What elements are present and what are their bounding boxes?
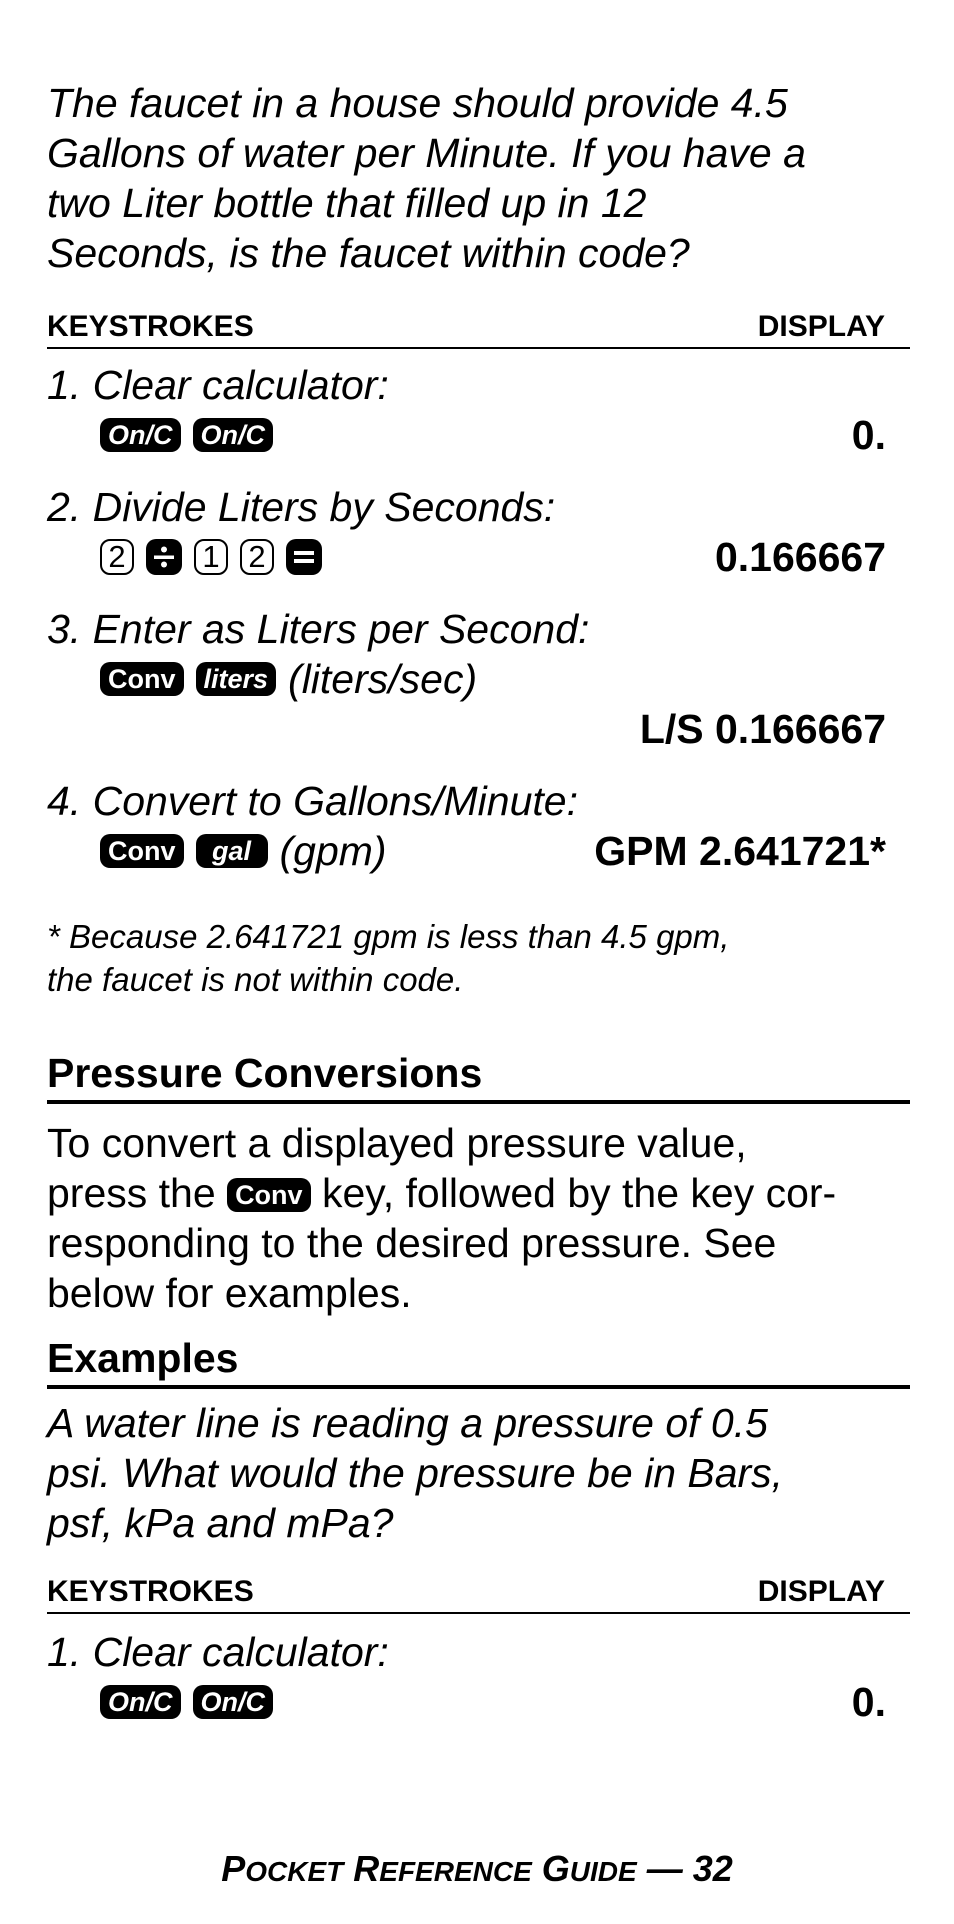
example-line: A water line is reading a pressure of 0.5: [47, 1400, 768, 1446]
equals-key-icon: [286, 539, 322, 575]
on-c-key: On/C: [193, 418, 274, 452]
problem-statement: [47, 78, 927, 278]
section-title: Pressure Conversions: [47, 1050, 483, 1096]
footer-text: G: [541, 1848, 570, 1889]
section-rule: [47, 1100, 910, 1104]
problem-line: Seconds, is the faucet within code?: [47, 230, 690, 276]
step-text: 3. Enter as Liters per Second:: [47, 606, 590, 652]
step-suffix: (liters/sec): [288, 655, 478, 702]
section-title: Examples: [47, 1335, 239, 1381]
on-c-key: On/C: [100, 1685, 181, 1719]
pressure-description: [47, 1118, 927, 1318]
step-text: 4. Convert to Gallons/Minute:: [47, 778, 578, 824]
body-line: To convert a displayed pressure value,: [47, 1120, 747, 1166]
header-rule: [47, 1612, 910, 1614]
digit-two-key: 2: [100, 539, 134, 575]
step-text: 2. Divide Liters by Seconds:: [47, 484, 556, 530]
step-keys: [100, 827, 387, 874]
step-keys: [100, 1682, 273, 1722]
footnote-line: * Because 2.641721 gpm is less than 4.5 gpm,: [47, 918, 730, 955]
keystrokes-label: KEYSTROKES: [47, 310, 254, 343]
display-value: 0.: [851, 412, 886, 458]
conv-key: Conv: [100, 834, 184, 868]
conv-key: Conv: [227, 1178, 311, 1212]
example-statement: [47, 1398, 927, 1548]
problem-line: Gallons of water per Minute. If you have a: [47, 130, 806, 176]
page-footer: [0, 1848, 954, 1890]
display-value: 0.166667: [714, 534, 886, 580]
display-value: GPM 2.641721*: [594, 828, 886, 874]
footer-text: EFERENCE: [379, 1856, 532, 1887]
table-header: [47, 1575, 885, 1609]
gal-key: gal: [196, 834, 268, 868]
step-text: 1. Clear calculator:: [47, 362, 389, 408]
step-keys: [100, 415, 273, 455]
digit-two-key: 2: [240, 539, 274, 575]
keystrokes-label: KEYSTROKES: [47, 1575, 254, 1608]
footer-text: UIDE: [569, 1856, 637, 1887]
example-line: psi. What would the pressure be in Bars,: [47, 1450, 784, 1496]
body-text-fragment: press the: [47, 1170, 216, 1216]
display-label: DISPLAY: [757, 310, 885, 343]
divide-key-icon: [146, 539, 182, 575]
page-number: — 32: [646, 1848, 733, 1889]
liters-key: liters: [196, 662, 277, 696]
display-value: 0.: [851, 1679, 886, 1725]
problem-line: The faucet in a house should provide 4.5: [47, 80, 788, 126]
display-value: L/S 0.166667: [639, 706, 886, 752]
step-keys: [100, 655, 478, 702]
footer-text: R: [353, 1848, 380, 1889]
on-c-key: On/C: [100, 418, 181, 452]
footer-text: OCKET: [245, 1856, 344, 1887]
step-suffix: (gpm): [279, 827, 387, 874]
step-text: 1. Clear calculator:: [47, 1629, 389, 1675]
body-line: below for examples.: [47, 1270, 412, 1316]
body-line: [47, 1168, 927, 1218]
step-keys: [100, 537, 322, 577]
body-text-fragment: key, followed by the key cor-: [321, 1170, 837, 1216]
footnote-line: the faucet is not within code.: [47, 961, 464, 998]
example-line: psf, kPa and mPa?: [47, 1500, 394, 1546]
problem-line: two Liter bottle that filled up in 12: [47, 180, 647, 226]
section-rule: [47, 1385, 910, 1389]
header-rule: [47, 347, 910, 349]
footnote: [47, 915, 927, 1001]
footer-text: P: [221, 1848, 246, 1889]
body-line: responding to the desired pressure. See: [47, 1220, 777, 1266]
on-c-key: On/C: [193, 1685, 274, 1719]
table-header: [47, 310, 885, 344]
digit-one-key: 1: [194, 539, 228, 575]
display-label: DISPLAY: [757, 1575, 885, 1608]
conv-key: Conv: [100, 662, 184, 696]
